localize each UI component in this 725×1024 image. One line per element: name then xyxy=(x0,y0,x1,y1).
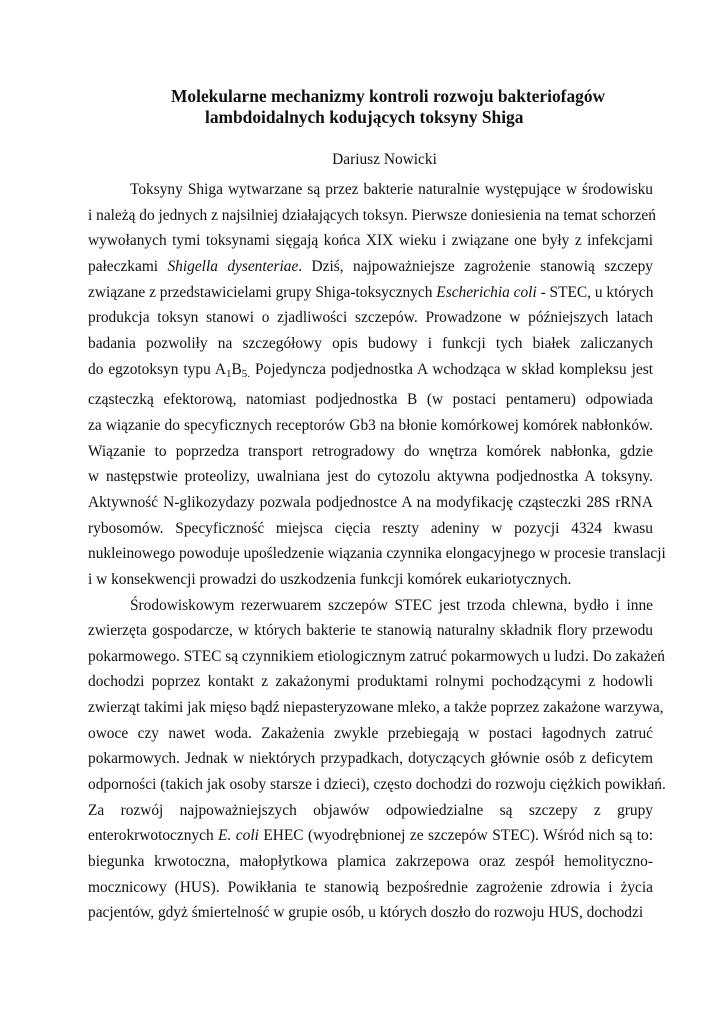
title-line-1: Molekularne mechanizmy kontroli rozwoju bakteriofagów xyxy=(171,86,606,106)
text-segment: - STEC, u których xyxy=(536,283,654,301)
text-segment: i należą do jednych z najsilniej działających toksyn. Pierwsze doniesienia na temat schorzeń xyxy=(88,206,656,224)
title-line-2: lambdoidalnych kodujących toksyny Shiga xyxy=(205,107,524,127)
text-segment: 5. xyxy=(241,367,251,380)
paragraph xyxy=(88,177,666,593)
author-text: Dariusz Nowicki xyxy=(332,151,437,168)
text-line xyxy=(88,618,653,644)
text-segment: odporności (takich jak osoby starsze i dzieci), często dochodzi do rozwoju ciężkich powikłań. xyxy=(88,776,666,794)
text-segment: wywołanych tymi toksynami sięgają końca XIX wieku i związane one były z infekcjami xyxy=(88,232,653,250)
text-segment: Pojedyncza podjednostka A wchodząca w skład kompleksu jest xyxy=(250,360,653,378)
text-line xyxy=(88,203,656,229)
text-segment: Aktywność N-glikozydazy pozwala podjednostce A na modyfikację cząsteczki 28S rRNA xyxy=(88,493,653,511)
text-segment: do egzotoksyn typu A xyxy=(88,360,226,378)
text-segment: produkcja toksyn stanowi o zjadliwości szczepów. Prowadzone w późniejszych latach xyxy=(88,309,653,327)
text-line xyxy=(88,280,653,306)
text-line xyxy=(88,695,664,721)
text-segment: Wiązanie to poprzedza transport retrogradowy do wnętrza komórek nabłonka, gdzie xyxy=(88,442,653,460)
text-line xyxy=(88,464,653,490)
text-segment: enterokrwotocznych xyxy=(88,827,219,845)
text-segment: Shigella dysenteriae xyxy=(167,257,299,275)
text-segment: w następstwie proteolizy, uwalniana jest do cytozolu aktywna podjednostka A toksyny. xyxy=(88,468,653,486)
text-segment: Środowiskowym rezerwuarem szczepów STEC jest trzoda chlewna, bydło i inne xyxy=(130,596,653,614)
text-line xyxy=(88,177,653,203)
text-line xyxy=(88,254,653,280)
text-segment: cząsteczką efektorową, natomiast podjednostka B (w postaci pentameru) odpowiada xyxy=(88,391,653,409)
document-title xyxy=(0,86,725,128)
text-line xyxy=(88,413,653,439)
text-line xyxy=(88,746,653,772)
text-segment: i w konsekwencji prowadzi do uszkodzenia funkcji komórek eukariotycznych. xyxy=(88,570,572,588)
text-line xyxy=(88,875,653,901)
text-segment: dochodzi poprzez kontakt z zakażonymi produktami rolnymi pochodzącymi z hodowli xyxy=(88,673,653,691)
text-segment: badania pozwoliły na szczegółowy opis budowy i funkcji tych białek zaliczanych xyxy=(88,334,653,352)
text-line xyxy=(88,669,653,695)
text-line xyxy=(88,490,653,516)
text-line xyxy=(88,567,653,593)
text-line xyxy=(88,798,653,824)
document-body xyxy=(88,177,666,926)
text-segment: Escherichia coli xyxy=(436,283,537,301)
text-line xyxy=(88,387,653,413)
text-line xyxy=(88,228,653,254)
text-segment: Za rozwój najpoważniejszych objawów odpowiedzialne są szczepy z grupy xyxy=(88,801,653,819)
text-line xyxy=(88,849,653,875)
text-segment: B xyxy=(231,360,242,378)
text-segment: mocznicowy (HUS). Powikłania te stanowią bezpośrednie zagrożenie zdrowia i życia xyxy=(88,878,653,896)
text-segment: biegunka krwotoczna, małopłytkowa plamica zakrzepowa oraz zespół hemolityczno- xyxy=(88,853,653,871)
paragraph xyxy=(88,593,666,927)
text-segment: pokarmowych. Jednak w niektórych przypadkach, dotyczących głównie osób z deficytem xyxy=(88,750,653,768)
text-line xyxy=(88,439,653,465)
text-segment: zwierząt takimi jak mięso bądź niepasteryzowane mleko, a także poprzez zakażone warzywa, xyxy=(88,699,664,717)
text-segment: nukleinowego powoduje upośledzenie wiązania czynnika elongacyjnego w procesie translacji xyxy=(88,545,666,563)
text-line xyxy=(88,305,653,331)
text-segment: . Dziś, najpoważniejsze zagrożenie stanowią szczepy xyxy=(298,257,653,275)
text-segment: 1 xyxy=(226,367,232,380)
text-segment: EHEC (wyodrębnionej ze szczepów STEC). Wśród nich są to: xyxy=(258,827,653,845)
text-segment: za wiązanie do specyficznych receptorów Gb3 na błonie komórkowej komórek nabłonków. xyxy=(88,416,653,434)
text-line xyxy=(88,823,653,849)
text-segment: pacjentów, gdyż śmiertelność w grupie osób, u których doszło do rozwoju HUS, dochodzi xyxy=(88,904,644,922)
text-line xyxy=(88,644,665,670)
text-segment: rybosomów. Specyficzność miejsca cięcia reszty adeniny w pozycji 4324 kwasu xyxy=(88,519,653,537)
text-line xyxy=(88,900,653,926)
text-line xyxy=(88,593,653,619)
text-line xyxy=(88,516,653,542)
text-segment: zwierzęta gospodarcze, w których bakterie te stanowią naturalny składnik flory przewodu xyxy=(88,622,653,640)
text-segment: pałeczkami xyxy=(88,257,168,275)
text-line xyxy=(88,331,653,357)
text-line xyxy=(88,357,653,388)
text-segment: owoce czy nawet woda. Zakażenia zwykle przebiegają w postaci łagodnych zatruć xyxy=(88,724,653,742)
text-segment: E. coli xyxy=(218,827,259,845)
text-line xyxy=(88,721,653,747)
text-line xyxy=(88,541,666,567)
text-line xyxy=(88,772,666,798)
author-name xyxy=(0,150,725,170)
text-segment: związane z przedstawicielami grupy Shiga-toksycznych xyxy=(88,283,437,301)
text-segment: Toksyny Shiga wytwarzane są przez bakterie naturalnie występujące w środowisku xyxy=(130,181,653,198)
text-segment: pokarmowego. STEC są czynnikiem etiologicznym zatruć pokarmowych u ludzi. Do zakażeń xyxy=(88,647,665,665)
